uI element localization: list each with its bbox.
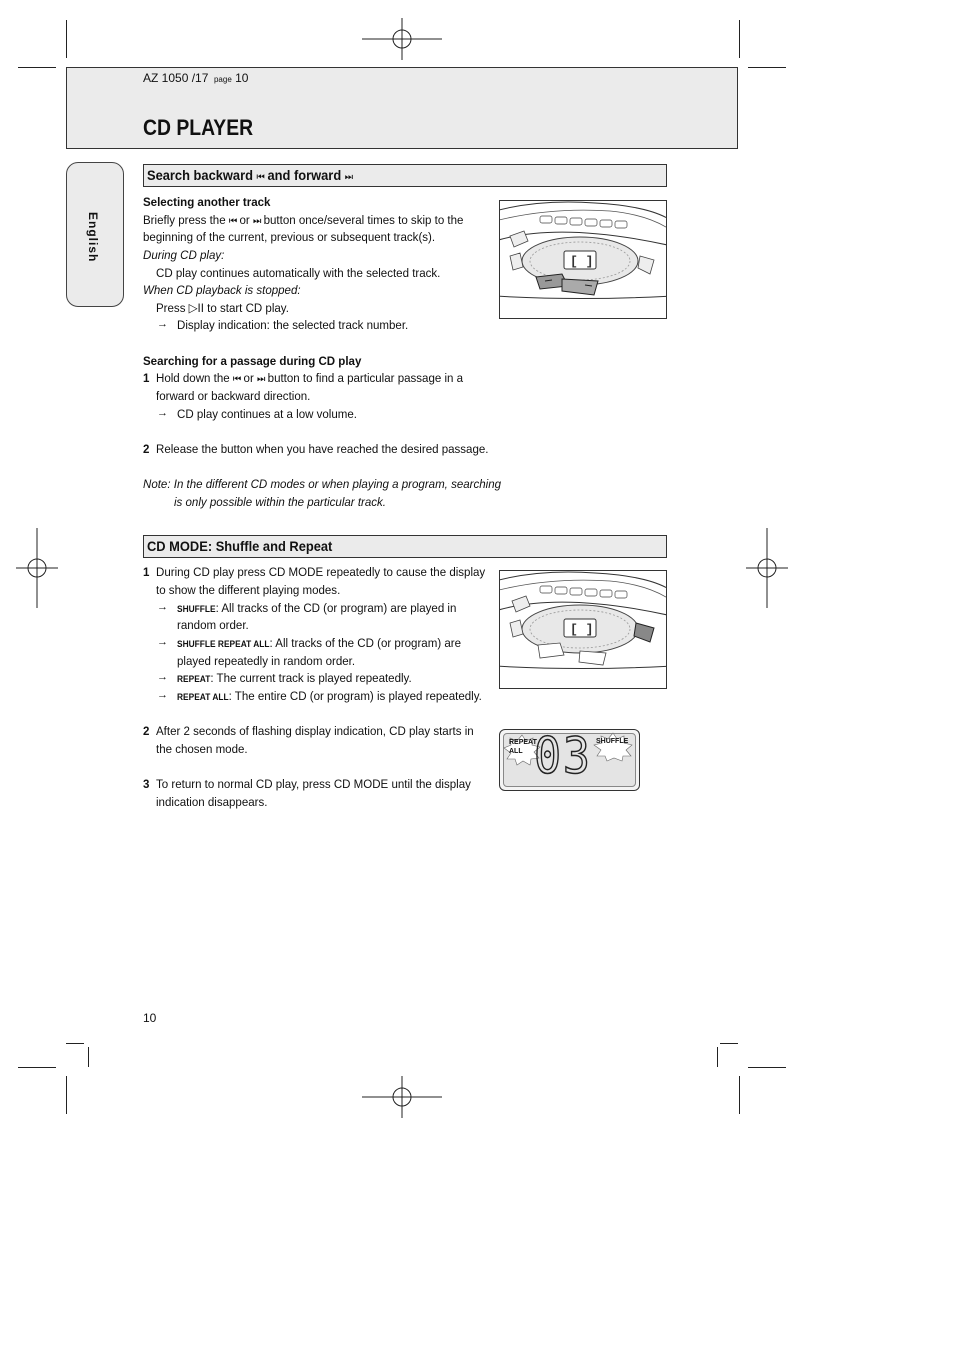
paragraph-line xyxy=(143,212,463,231)
language-label: English xyxy=(86,212,100,263)
all-label: ALL xyxy=(509,748,523,755)
text: button once/several times to skip to the xyxy=(263,213,464,227)
section-search-header xyxy=(143,164,667,187)
crop-mark xyxy=(748,1067,786,1068)
text: Hold down the xyxy=(156,371,230,385)
next-icon: ⏭ xyxy=(252,216,261,227)
mode-shuffle-cont: random order. xyxy=(177,618,249,632)
svg-text:[ ]: [ ] xyxy=(570,254,594,269)
page-number: 10 xyxy=(143,1011,157,1025)
play-pause-icon: ▷II xyxy=(188,301,204,315)
cd-player-illustration xyxy=(500,571,667,689)
crop-mark xyxy=(720,1043,738,1044)
next-icon: ⏭ xyxy=(344,172,353,183)
text: Press xyxy=(156,301,186,315)
mode-step2-line2: the chosen mode. xyxy=(156,742,248,756)
arrow-icon: → xyxy=(157,671,168,683)
mode-repeat xyxy=(177,670,412,689)
text: button to find a particular passage in a xyxy=(267,371,464,385)
step-number: 1 xyxy=(143,371,150,385)
next-icon: ⏭ xyxy=(257,374,265,385)
prev-icon: ⏮ xyxy=(256,172,264,183)
during-play-text: CD play continues automatically with the selected track. xyxy=(156,266,441,280)
mode-step2-line1: After 2 seconds of flashing display indication, CD play starts in xyxy=(156,724,474,738)
crop-mark xyxy=(88,1047,89,1067)
subheading-selecting-track: Selecting another track xyxy=(143,195,271,209)
display-indication: Display indication: the selected track number. xyxy=(177,318,409,332)
mode-step3-line2: indication disappears. xyxy=(156,795,268,809)
registration-mark-right xyxy=(746,528,788,608)
crop-mark xyxy=(66,1076,67,1114)
mode-label: SHUFFLE xyxy=(177,604,216,614)
track-number-digits: 03 xyxy=(534,727,592,785)
svg-text:[ ]: [ ] xyxy=(570,622,594,637)
page-title: CD PLAYER xyxy=(143,115,254,140)
mode-label: REPEAT ALL xyxy=(177,692,229,702)
cd-player-illustration xyxy=(500,201,667,319)
note-line1: Note: In the different CD modes or when playing a program, searching xyxy=(143,477,502,491)
crop-mark xyxy=(18,67,56,68)
prev-icon: ⏮ xyxy=(228,216,237,227)
mode-step1-line2: to show the different playing modes. xyxy=(156,583,341,597)
crop-mark xyxy=(748,67,786,68)
arrow-icon: → xyxy=(157,689,168,701)
arrow-icon: → xyxy=(157,407,168,419)
mode-text: : All tracks of the CD (or program) are xyxy=(269,636,462,650)
figure-lcd-display xyxy=(499,729,640,791)
arrow-icon: → xyxy=(157,601,168,613)
section-cd-mode-title: CD MODE: Shuffle and Repeat xyxy=(147,538,333,554)
step1-line1 xyxy=(156,370,463,389)
step-number: 3 xyxy=(143,777,150,791)
crop-mark xyxy=(717,1047,718,1067)
registration-mark-bottom xyxy=(362,1076,442,1118)
mode-text: : The entire CD (or program) is played repeatedly. xyxy=(228,689,482,703)
mode-text: : All tracks of the CD (or program) are played in xyxy=(215,601,457,615)
shuffle-burst-icon xyxy=(592,732,634,762)
mode-shuffle-repeat-all xyxy=(177,635,461,654)
page-ref: 10 xyxy=(235,71,249,85)
section-search-title xyxy=(147,167,352,183)
step-number: 2 xyxy=(143,724,150,738)
repeat-label: REPEAT xyxy=(509,739,537,746)
model-number: AZ 1050 /17 xyxy=(143,71,209,85)
crop-mark xyxy=(18,1067,56,1068)
subheading-searching-passage: Searching for a passage during CD play xyxy=(143,354,362,368)
document-reference xyxy=(143,71,248,85)
mode-step1-line1: During CD play press CD MODE repeatedly to cause the display xyxy=(156,565,486,579)
during-play-label: During CD play: xyxy=(143,248,225,262)
paragraph-line: beginning of the current, previous or subsequent track(s). xyxy=(143,230,436,244)
arrow-icon: → xyxy=(157,636,168,648)
figure-cd-player-mode xyxy=(499,570,667,689)
title-part: Search backward xyxy=(147,167,253,183)
mode-label: REPEAT xyxy=(177,674,211,684)
step2-text: Release the button when you have reached the desired passage. xyxy=(156,442,489,456)
text: or xyxy=(243,371,254,385)
crop-mark xyxy=(739,1076,740,1114)
crop-mark xyxy=(66,20,67,58)
step-number: 1 xyxy=(143,565,150,579)
title-part: and forward xyxy=(267,167,342,183)
when-stopped-label: When CD playback is stopped: xyxy=(143,283,301,297)
mode-repeat-all xyxy=(177,688,482,707)
shuffle-indicator: SHUFFLE xyxy=(596,738,629,745)
press-play-line xyxy=(156,300,289,318)
text: or xyxy=(239,213,250,227)
crop-mark xyxy=(66,1043,84,1044)
page-word: page xyxy=(213,75,232,84)
step-number: 2 xyxy=(143,442,150,456)
section-cd-mode-header xyxy=(143,535,667,558)
registration-mark-top xyxy=(362,18,442,60)
figure-cd-player-search xyxy=(499,200,667,319)
step1-line2: forward or backward direction. xyxy=(156,389,311,403)
registration-mark-left xyxy=(16,528,58,608)
mode-shuffle xyxy=(177,600,456,619)
mode-step3-line1: To return to normal CD play, press CD MODE until the display xyxy=(156,777,471,791)
mode-text: : The current track is played repeatedly. xyxy=(210,671,412,685)
crop-mark xyxy=(739,20,740,58)
mode-shuffle-repeat-all-cont: played repeatedly in random order. xyxy=(177,654,356,668)
mode-label: SHUFFLE REPEAT ALL xyxy=(177,639,270,649)
arrow-icon: → xyxy=(157,318,168,330)
text: to start CD play. xyxy=(207,301,289,315)
note-line2: is only possible within the particular track. xyxy=(174,495,386,509)
text: Briefly press the xyxy=(143,213,226,227)
repeat-all-indicator xyxy=(509,738,537,756)
prev-icon: ⏮ xyxy=(232,374,241,385)
step1-result: CD play continues at a low volume. xyxy=(177,407,357,421)
